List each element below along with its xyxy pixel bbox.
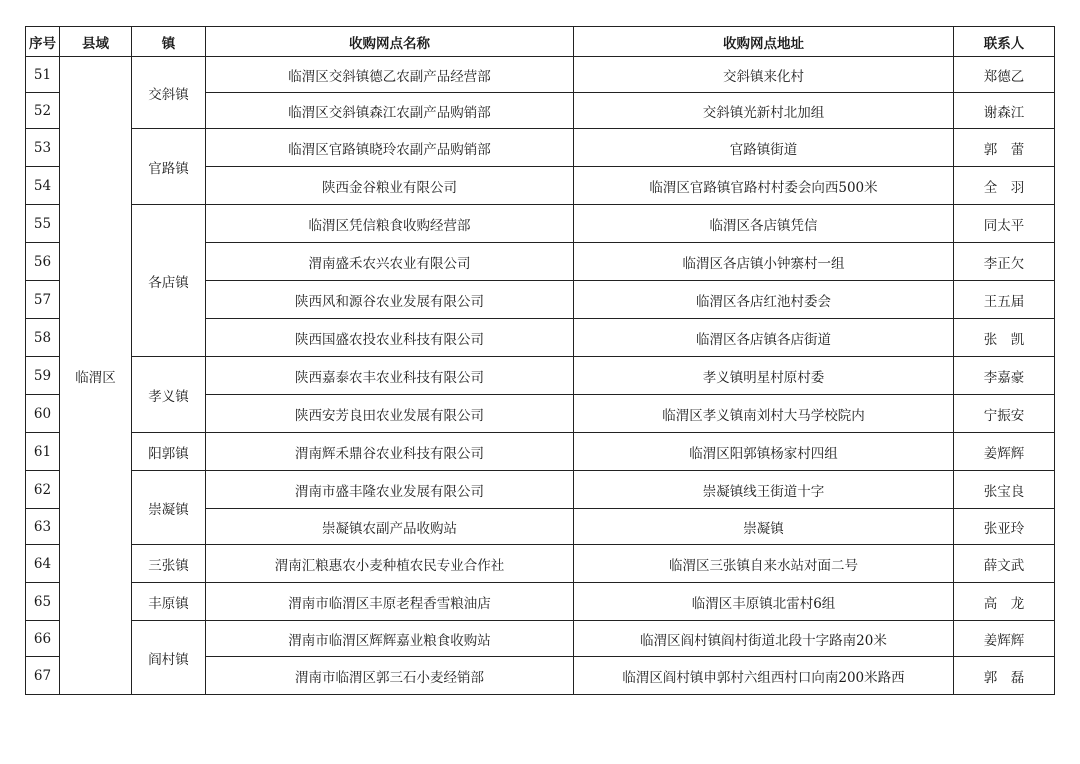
address-cell: 临渭区各店镇各店街道 [574,319,954,357]
address-cell: 临渭区阎村镇申郭村六组西村口向南200米路西 [574,657,954,695]
address-cell: 临渭区各店镇凭信 [574,205,954,243]
contact-cell: 姜辉辉 [954,433,1055,471]
header-row [26,27,1055,57]
address-cell: 临渭区丰原镇北雷村6组 [574,583,954,621]
seq-cell: 60 [26,395,60,433]
table-row [26,433,1055,471]
name-cell: 临渭区凭信粮食收购经营部 [206,205,574,243]
contact-cell: 姜辉辉 [954,621,1055,657]
seq-cell: 58 [26,319,60,357]
contact-cell: 李正欠 [954,243,1055,281]
header-address: 收购网点地址 [574,27,954,57]
contact-cell: 薛文武 [954,545,1055,583]
contact-cell: 张亚玲 [954,509,1055,545]
address-cell: 临渭区孝义镇南刘村大马学校院内 [574,395,954,433]
seq-cell: 57 [26,281,60,319]
seq-cell: 66 [26,621,60,657]
header-name: 收购网点名称 [206,27,574,57]
table-row [26,57,1055,93]
contact-cell: 张宝良 [954,471,1055,509]
seq-cell: 54 [26,167,60,205]
name-cell: 渭南市临渭区丰原老程香雪粮油店 [206,583,574,621]
header-town: 镇 [132,27,206,57]
seq-cell: 51 [26,57,60,93]
name-cell: 渭南市盛丰隆农业发展有限公司 [206,471,574,509]
header-seq: 序号 [26,27,60,57]
town-cell: 三张镇 [132,545,206,583]
header-contact: 联系人 [954,27,1055,57]
town-cell: 孝义镇 [132,357,206,433]
contact-cell: 全 羽 [954,167,1055,205]
town-cell: 交斜镇 [132,57,206,129]
town-cell: 丰原镇 [132,583,206,621]
town-cell: 官路镇 [132,129,206,205]
name-cell: 崇凝镇农副产品收购站 [206,509,574,545]
contact-cell: 王五届 [954,281,1055,319]
address-cell: 孝义镇明星村原村委 [574,357,954,395]
contact-cell: 宁振安 [954,395,1055,433]
address-cell: 交斜镇来化村 [574,57,954,93]
address-cell: 崇凝镇 [574,509,954,545]
seq-cell: 65 [26,583,60,621]
town-cell: 阎村镇 [132,621,206,695]
header-county: 县域 [60,27,132,57]
name-cell: 渭南辉禾鼎谷农业科技有限公司 [206,433,574,471]
name-cell: 渭南汇粮惠农小麦种植农民专业合作社 [206,545,574,583]
purchase-site-table-page [25,26,1055,695]
name-cell: 临渭区交斜镇德乙农副产品经营部 [206,57,574,93]
name-cell: 临渭区交斜镇森江农副产品购销部 [206,93,574,129]
contact-cell: 郑德乙 [954,57,1055,93]
contact-cell: 张 凯 [954,319,1055,357]
table-row [26,205,1055,243]
table-row [26,129,1055,167]
seq-cell: 56 [26,243,60,281]
seq-cell: 53 [26,129,60,167]
table-row [26,583,1055,621]
address-cell: 临渭区官路镇官路村村委会向西500米 [574,167,954,205]
town-cell: 各店镇 [132,205,206,357]
address-cell: 临渭区三张镇自来水站对面二号 [574,545,954,583]
name-cell: 陕西国盛农投农业科技有限公司 [206,319,574,357]
name-cell: 陕西风和源谷农业发展有限公司 [206,281,574,319]
contact-cell: 李嘉豪 [954,357,1055,395]
purchase-site-table [25,26,1055,695]
name-cell: 陕西金谷粮业有限公司 [206,167,574,205]
address-cell: 临渭区各店镇小钟寨村一组 [574,243,954,281]
contact-cell: 同太平 [954,205,1055,243]
table-row [26,545,1055,583]
name-cell: 渭南市临渭区辉辉嘉业粮食收购站 [206,621,574,657]
seq-cell: 61 [26,433,60,471]
contact-cell: 高 龙 [954,583,1055,621]
seq-cell: 67 [26,657,60,695]
table-row [26,471,1055,509]
name-cell: 临渭区官路镇晓玲农副产品购销部 [206,129,574,167]
town-cell: 崇凝镇 [132,471,206,545]
address-cell: 临渭区各店红池村委会 [574,281,954,319]
address-cell: 交斜镇光新村北加组 [574,93,954,129]
contact-cell: 郭 磊 [954,657,1055,695]
name-cell: 陕西安芳良田农业发展有限公司 [206,395,574,433]
seq-cell: 52 [26,93,60,129]
town-cell: 阳郭镇 [132,433,206,471]
contact-cell: 郭 蕾 [954,129,1055,167]
table-row [26,357,1055,395]
contact-cell: 谢森江 [954,93,1055,129]
name-cell: 渭南市临渭区郭三石小麦经销部 [206,657,574,695]
seq-cell: 64 [26,545,60,583]
seq-cell: 55 [26,205,60,243]
seq-cell: 59 [26,357,60,395]
seq-cell: 63 [26,509,60,545]
address-cell: 临渭区阎村镇阎村街道北段十字路南20米 [574,621,954,657]
table-row [26,621,1055,657]
address-cell: 临渭区阳郭镇杨家村四组 [574,433,954,471]
name-cell: 渭南盛禾农兴农业有限公司 [206,243,574,281]
name-cell: 陕西嘉泰农丰农业科技有限公司 [206,357,574,395]
address-cell: 官路镇街道 [574,129,954,167]
address-cell: 崇凝镇线王街道十字 [574,471,954,509]
county-cell: 临渭区 [60,57,132,695]
seq-cell: 62 [26,471,60,509]
